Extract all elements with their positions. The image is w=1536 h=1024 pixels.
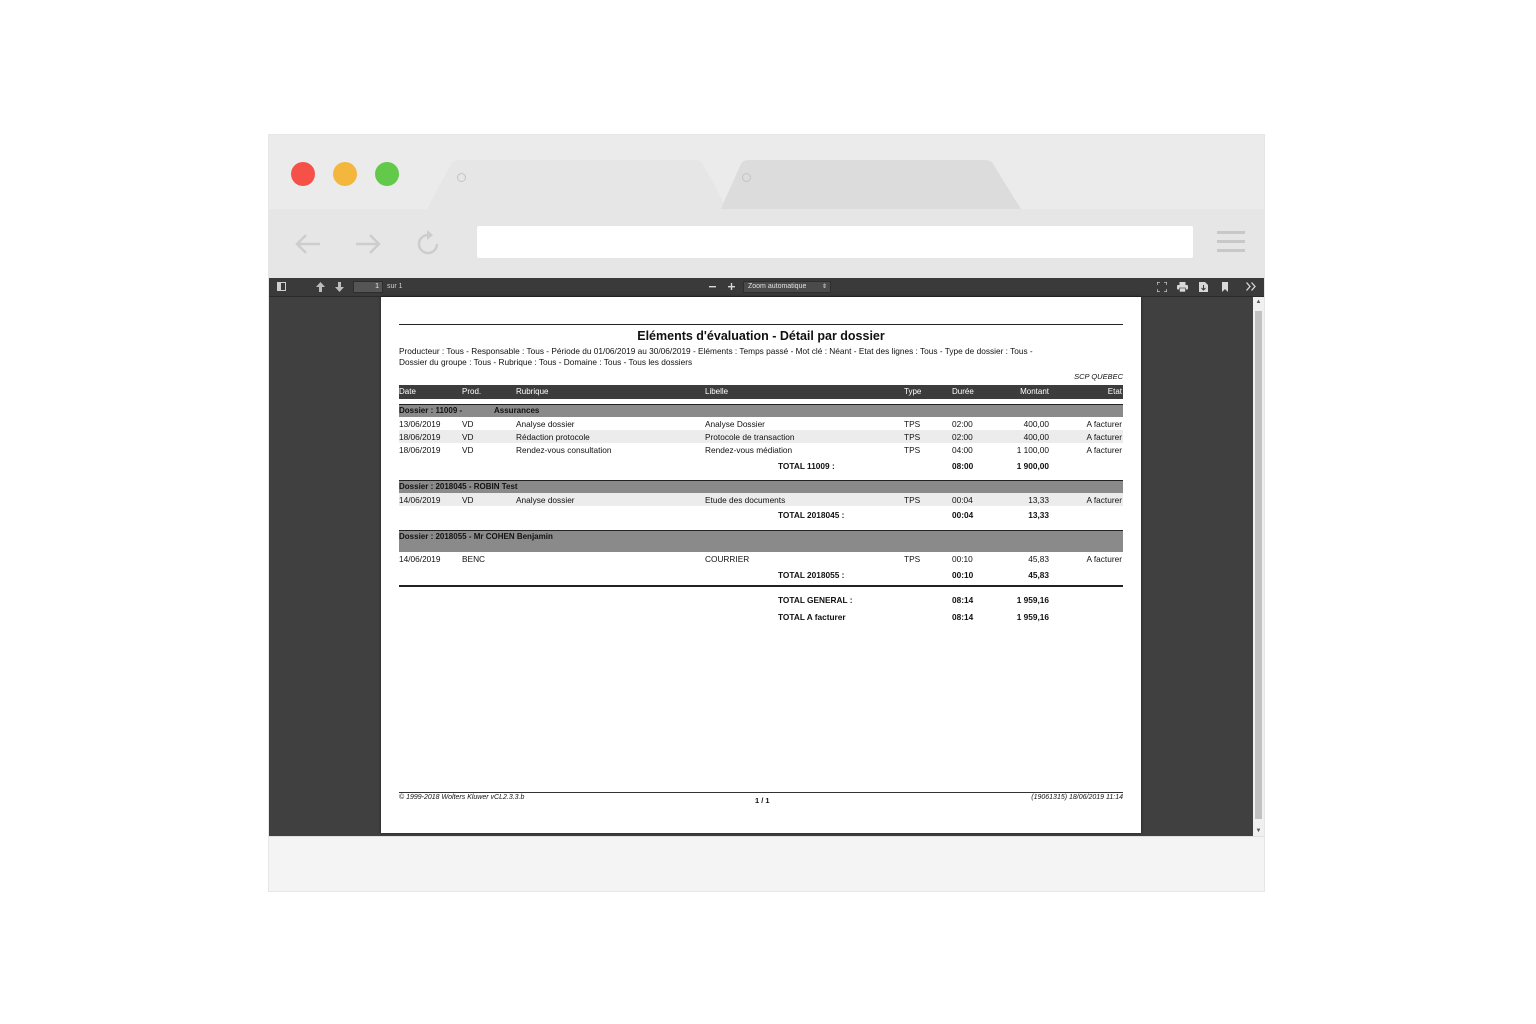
browser-window xyxy=(268,134,1265,892)
cell-etat: A facturer xyxy=(1086,554,1122,564)
cell-date: 18/06/2019 xyxy=(399,432,441,442)
cell-type: TPS xyxy=(904,419,921,429)
total-label: TOTAL 2018045 : xyxy=(778,510,845,520)
cell-libelle: COURRIER xyxy=(705,554,750,564)
footer-copyright: © 1999-2018 Wolters Kluwer vCL2.3.3.b xyxy=(399,794,525,801)
grand-total-row xyxy=(399,593,1123,606)
cell-etat: A facturer xyxy=(1086,495,1122,505)
print-icon[interactable] xyxy=(1177,282,1188,293)
dossier-total-row xyxy=(399,508,1123,521)
cell-libelle: Protocole de transaction xyxy=(705,432,795,442)
select-caret-icon: ⇕ xyxy=(821,284,827,290)
cell-libelle: Rendez-vous médiation xyxy=(705,445,793,455)
company-name: SCP QUEBEC xyxy=(1074,372,1123,381)
cell-duree: 00:10 xyxy=(952,554,973,564)
forward-arrow-icon[interactable] xyxy=(353,229,383,259)
column-header-type: Type xyxy=(904,387,922,396)
total-duree: 00:10 xyxy=(952,570,974,580)
column-header-prod: Prod. xyxy=(462,387,482,396)
total-duree: 00:04 xyxy=(952,510,974,520)
footer-page-number: 1 / 1 xyxy=(755,796,770,805)
column-header-etat: Etat xyxy=(1107,387,1122,396)
table-row xyxy=(399,443,1123,456)
cell-rubrique: Rendez-vous consultation xyxy=(516,445,612,455)
report-title: Eléments d'évaluation - Détail par dossier xyxy=(637,329,885,343)
cell-rubrique: Rédaction protocole xyxy=(516,432,590,442)
sidebar-toggle-icon[interactable] xyxy=(276,282,287,293)
zoom-select[interactable] xyxy=(743,281,831,293)
total-facturer-label: TOTAL A facturer xyxy=(778,612,846,622)
dossier-header xyxy=(399,480,1123,493)
cell-duree: 04:00 xyxy=(952,445,973,455)
zoom-in-icon[interactable] xyxy=(726,282,737,293)
dossier-label: Dossier : 2018045 - ROBIN Test xyxy=(399,482,518,491)
total-label: TOTAL 2018055 : xyxy=(778,570,845,580)
table-row xyxy=(399,417,1123,430)
fullscreen-icon[interactable] xyxy=(1156,282,1167,293)
close-window-button[interactable] xyxy=(291,162,315,186)
window-bottom-bar xyxy=(269,836,1264,891)
dossier-total-row xyxy=(399,459,1123,472)
table-row xyxy=(399,430,1123,443)
cell-montant: 45,83 xyxy=(1028,554,1049,564)
cell-montant: 400,00 xyxy=(1023,419,1049,429)
cell-rubrique: Analyse dossier xyxy=(516,419,575,429)
page-number-input[interactable]: 1 xyxy=(353,281,383,293)
cell-prod: VD xyxy=(462,432,474,442)
dossier-header xyxy=(399,530,1123,552)
filters-line-1: Producteur : Tous - Responsable : Tous - Période du 01/06/2019 au 30/06/2019 - Eléments : Temps passé - Mot clé : Néant - Etat des lignes : Tous - Type de dossier : Tous - xyxy=(399,346,1033,356)
cell-montant: 13,33 xyxy=(1028,495,1049,505)
dossier-header xyxy=(399,404,1123,417)
navigation-bar xyxy=(269,209,1264,278)
dossier-label: Dossier : 2018055 - Mr COHEN Benjamin xyxy=(399,532,553,541)
cell-date: 13/06/2019 xyxy=(399,419,441,429)
footer-timestamp: (19061315) 18/06/2019 11:14 xyxy=(1031,794,1123,801)
cell-rubrique: Analyse dossier xyxy=(516,495,575,505)
pdf-toolbar xyxy=(269,278,1264,297)
table-row xyxy=(399,493,1123,506)
cell-type: TPS xyxy=(904,445,921,455)
cell-date: 14/06/2019 xyxy=(399,495,441,505)
cell-prod: VD xyxy=(462,495,474,505)
column-header-libelle: Libelle xyxy=(705,387,729,396)
tab-close-icon[interactable] xyxy=(457,173,466,182)
cell-duree: 02:00 xyxy=(952,432,973,442)
total-duree: 08:00 xyxy=(952,461,974,471)
cell-etat: A facturer xyxy=(1086,432,1122,442)
cell-libelle: Etude des documents xyxy=(705,495,786,505)
cell-libelle: Analyse Dossier xyxy=(705,419,765,429)
zoom-out-icon[interactable] xyxy=(707,282,718,293)
page-count-label: sur 1 xyxy=(387,283,403,290)
column-header-montant: Montant xyxy=(1020,387,1049,396)
vertical-scrollbar[interactable] xyxy=(1253,297,1264,836)
tab-inactive[interactable] xyxy=(721,160,1021,209)
minimize-window-button[interactable] xyxy=(333,162,357,186)
cell-duree: 00:04 xyxy=(952,495,973,505)
footer-rule xyxy=(399,792,1123,793)
cell-prod: VD xyxy=(462,419,474,429)
tab-active[interactable] xyxy=(427,160,727,209)
scrollbar-thumb[interactable] xyxy=(1255,311,1262,819)
column-header-date: Date xyxy=(399,387,416,396)
cell-prod: BENC xyxy=(462,554,486,564)
cell-duree: 02:00 xyxy=(952,419,973,429)
grand-total-duree: 08:14 xyxy=(952,595,974,605)
total-label: TOTAL 11009 : xyxy=(778,461,835,471)
table-header xyxy=(399,385,1123,399)
total-montant: 45,83 xyxy=(1028,570,1049,580)
dossier-label: Dossier : 11009 - xyxy=(399,406,463,415)
tools-chevron-icon[interactable] xyxy=(1245,282,1256,293)
scroll-down-icon[interactable]: ▼ xyxy=(1255,828,1262,834)
top-rule xyxy=(399,324,1123,325)
cell-date: 14/06/2019 xyxy=(399,554,441,564)
maximize-window-button[interactable] xyxy=(375,162,399,186)
total-montant: 1 900,00 xyxy=(1016,461,1049,471)
grand-total-rule xyxy=(399,585,1123,587)
address-bar[interactable] xyxy=(477,226,1193,258)
cell-montant: 400,00 xyxy=(1023,432,1049,442)
scroll-up-icon[interactable]: ▲ xyxy=(1255,299,1262,305)
tab-close-icon[interactable] xyxy=(742,173,751,182)
bookmark-icon[interactable] xyxy=(1219,282,1230,293)
column-header-rubrique: Rubrique xyxy=(516,387,549,396)
cell-type: TPS xyxy=(904,554,921,564)
cell-etat: A facturer xyxy=(1086,419,1122,429)
total-a-facturer-row xyxy=(399,610,1123,623)
previous-page-icon[interactable] xyxy=(315,282,326,293)
back-arrow-icon[interactable] xyxy=(293,229,323,259)
total-facturer-montant: 1 959,16 xyxy=(1016,612,1049,622)
cell-type: TPS xyxy=(904,495,921,505)
column-header-duree: Durée xyxy=(952,387,974,396)
table-row xyxy=(399,552,1123,565)
total-montant: 13,33 xyxy=(1028,510,1049,520)
next-page-icon[interactable] xyxy=(334,282,345,293)
cell-prod: VD xyxy=(462,445,474,455)
title-bar xyxy=(269,135,1264,209)
dossier-name: Assurances xyxy=(494,406,540,415)
cell-date: 18/06/2019 xyxy=(399,445,441,455)
reload-icon[interactable] xyxy=(413,229,443,259)
cell-montant: 1 100,00 xyxy=(1016,445,1049,455)
download-icon[interactable] xyxy=(1198,282,1209,293)
zoom-select-value: Zoom automatique xyxy=(748,283,807,290)
cell-etat: A facturer xyxy=(1086,445,1122,455)
grand-total-montant: 1 959,16 xyxy=(1016,595,1049,605)
cell-type: TPS xyxy=(904,432,921,442)
grand-total-label: TOTAL GENERAL : xyxy=(778,595,853,605)
filters-line-2: Dossier du groupe : Tous - Rubrique : Tous - Domaine : Tous - Tous les dossiers xyxy=(399,356,693,367)
total-facturer-duree: 08:14 xyxy=(952,612,974,622)
pdf-page xyxy=(381,297,1141,833)
dossier-total-row xyxy=(399,568,1123,581)
pdf-viewer xyxy=(269,278,1264,836)
report-filters xyxy=(399,346,1123,367)
hamburger-menu-icon[interactable] xyxy=(1217,231,1245,255)
